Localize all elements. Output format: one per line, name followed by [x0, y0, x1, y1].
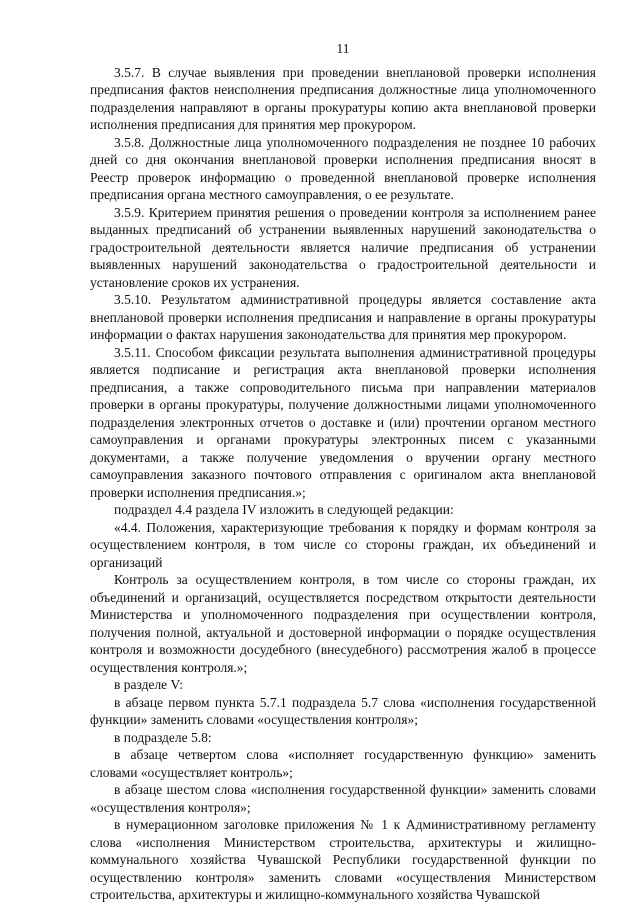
- paragraph-3-5-8: 3.5.8. Должностные лица уполномоченного подразделения не позднее 10 рабочих дней со дня окончания внеплановой проверки исполнения предписания вносят в Реестр проверок информацию о проведенной внеплановой проверке исполнения предписания органа местного самоуправления, о ее результате.: [90, 134, 596, 202]
- paragraph-4-4-heading: «4.4. Положения, характеризующие требования к порядку и формам контроля за осуществлением контроля, в том числе со стороны граждан, их объединений и организаций: [90, 519, 596, 570]
- page-number: 11: [336, 41, 350, 56]
- paragraph-subsection-4-4-intro: подраздел 4.4 раздела IV изложить в следующей редакции:: [114, 502, 454, 517]
- paragraph-3-5-7: 3.5.7. В случае выявления при проведении внеплановой проверки исполнения предписания фактов неисполнения предписания должностные лица уполномоченного подразделения направляют в органы прокуратуры копию акта внеплановой проверки исполнения предписания для принятия мер прокурором.: [90, 64, 596, 132]
- paragraph-3-5-11: 3.5.11. Способом фиксации результата выполнения административной процедуры является подписание и регистрация акта внеплановой проверки исполнения предписания, а также сопроводительного письма при направлении материалов проверки в органы прокуратуры, получение должностными лицами уполномоченного подразделения электронных отчетов о доставке и (или) прочтении органом местного самоуправления и органами прокуратуры электронных писем с указанными документами, а также получение уведомления о вручении органу местного самоуправления заказного почтового отправления с оригиналом акта внеплановой проверки исполнения предписания.»;: [90, 344, 596, 500]
- paragraph-4-4-body: Контроль за осуществлением контроля, в том числе со стороны граждан, их объединений и организаций, осуществляется посредством открытости деятельности Министерства и уполномоченного подразделения при осуществлении контроля, получения полной, актуальной и достоверной информации о порядке осуществления контроля и возможности досудебного (внесудебного) рассмотрения жалоб в процессе осуществления контроля.»;: [90, 572, 596, 675]
- paragraph-appendix-1: в нумерационном заголовке приложения № 1 к Административному регламенту слова «исполнения Министерством строительства, архитектуры и жилищно-коммунального хозяйства Чувашской Республики государственной функции по осуществлению контроля» заменить словами «осуществления Министерством строительства, архитектуры и жилищно-коммунального хозяйства Чувашской: [90, 817, 596, 902]
- paragraph-section-v: в разделе V:: [114, 677, 184, 692]
- paragraph-5-8-fourth: в абзаце четвертом слова «исполняет государственную функцию» заменить словами «осуществляет контроль»;: [90, 747, 596, 780]
- paragraph-5-7-1: в абзаце первом пункта 5.7.1 подраздела 5.7 слова «исполнения государственной функции» заменить словами «осуществления контроля»;: [90, 694, 596, 727]
- paragraph-3-5-9: 3.5.9. Критерием принятия решения о проведении контроля за исполнением ранее выданных предписаний об устранении выявленных нарушений законодательства о градостроительной деятельности является наличие предписания об устранении выявленных нарушений законодательства о градостроительной деятельности и установление сроков их устранения.: [90, 204, 596, 290]
- paragraph-3-5-10: 3.5.10. Результатом административной процедуры является составление акта внеплановой проверки исполнения предписания и направление в органы прокуратуры информации о фактах нарушения законодательства для принятия мер прокурором.: [90, 292, 596, 342]
- paragraph-5-8-sixth: в абзаце шестом слова «исполнения государственной функции» заменить словами «осуществления контроля»;: [90, 782, 596, 815]
- paragraph-subsection-5-8: в подразделе 5.8:: [114, 729, 212, 745]
